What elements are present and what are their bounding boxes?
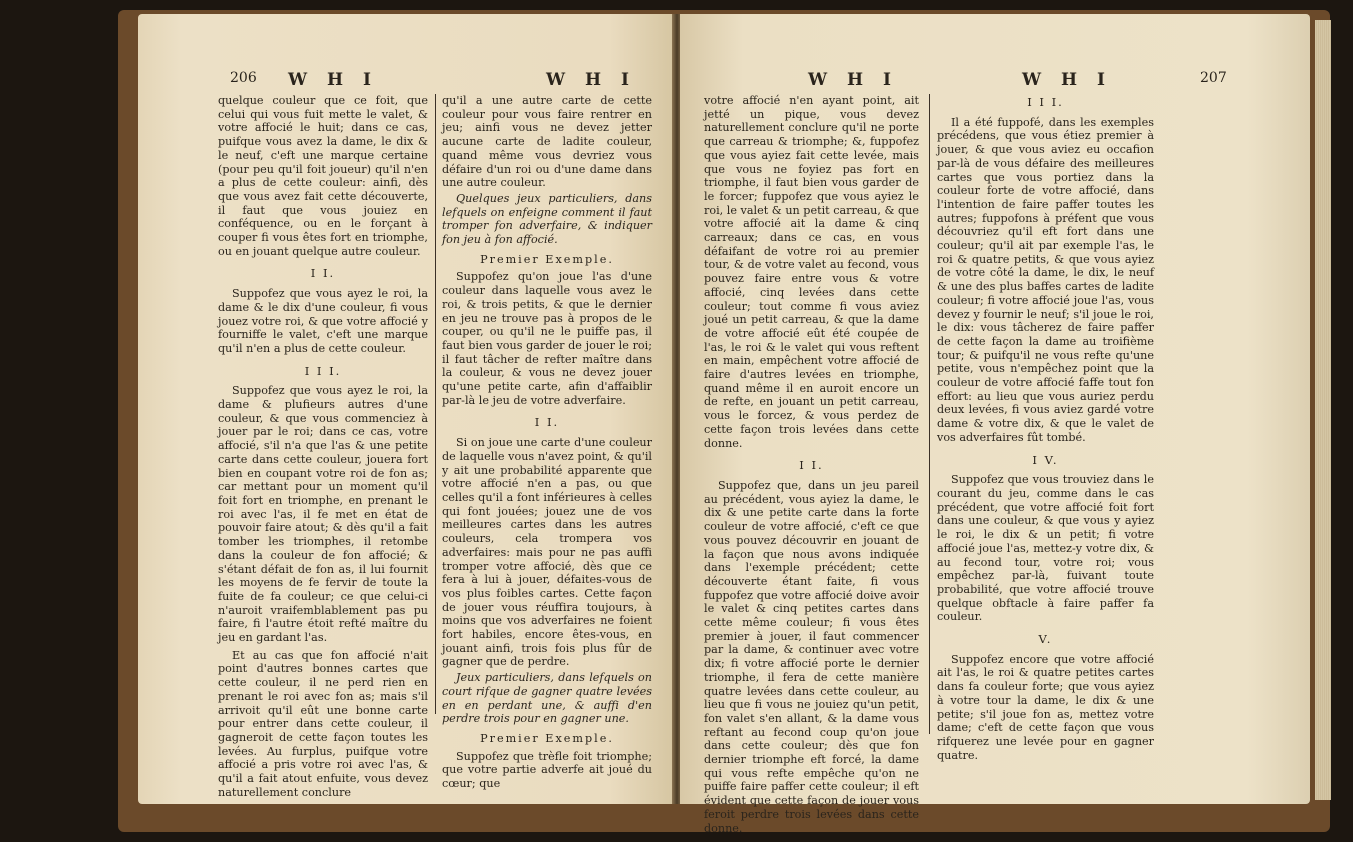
section-heading: I I. [310,266,336,281]
running-head-right-col2: W H I [1022,70,1112,90]
paragraph: Suppofez que vous ayez le roi, la dame & le dix d'une couleur, fi vous jouez votre roi, & que votre affocié y fourniffe le valet, c'eft une marque qu'il n'en a plus de cette couleur. [218,287,428,355]
column-rule [929,94,930,734]
section-heading: I I. [534,415,560,430]
italic-subheading: Jeux particuliers, dans lefquels on court rifque de gagner quatre levées en en perdant une, & auffi d'en perdre trois pour en gagner une. [442,671,652,726]
section-heading: I I I. [304,363,342,378]
paragraph: votre affocié n'en ayant point, ait jetté un pique, vous devez naturellement conclure qu'il ne porte que carreau & triomphe; &, fuppofez que vous ayiez fait cette levée, mais que vous ne foyiez pas fort en triomphe, il faut bien vous garder de le forcer; fuppofez que vous ayiez le roi, le valet & un petit carreau, & que votre affocié ait la dame & cinq carreaux; dans ce cas, en vous défaifant de votre roi au premier tour, & de votre valet au fecond, vous pouvez faire entre vous & votre affocié, cinq levées dans cette couleur; tout comme fi vous aviez joué un petit carreau, & que la dame de votre affocié eût été coupée de l'as, le roi & le valet qui vous reftent en main, empêchent votre affocié de faire d'autres levées en triomphe, quand même il en auroit encore un de refte, en jouant un petit carreau, vous le forcez, & vous perdez de cette façon trois levées dans cette donne. [704,94,919,450]
italic-subheading: Quelques jeux particuliers, dans lefquels on enfeigne comment il faut tromper fon adverfaire, & indiquer fon jeu à fon affocié. [442,191,652,247]
section-heading: I V. [1032,452,1059,467]
page-edges [1315,20,1331,800]
section-heading: I I. [799,458,824,473]
right-page [680,14,1310,835]
example-heading: Premier Exemple. [480,731,614,745]
paragraph: quelque couleur que ce foit, que celui qui vous fuit mette le valet, & votre affocié le huit; dans ce cas, puifque vous avez la dame, le dix & le neuf, c'eft une marque certaine (pour peu qu'il foit joueur) qu'il n'en a plus de cette couleur: ainfi, dès que vous avez fait cette découverte, il faut que vous jouiez en conféquence, ou en le forçant à couper fi vous êtes fort en triomphe, ou en jouant quelque autre couleur. [218,94,428,258]
running-head-left-col2: W H I [546,70,636,90]
section-heading: I I I. [1027,95,1064,109]
running-head-left-col1: W H I [288,70,378,90]
running-head-right-col1: W H I [808,70,898,90]
paragraph: Suppofez que vous trouviez dans le courant du jeu, comme dans le cas précédent, que votre affocié foit fort dans une couleur, & que vous y ayiez le roi, le dix & un petit; fi votre affocié joue l'as, mettez-y votre dix, & au fecond tour, votre roi; vous empêchez par-là, fuivant toute probabilité, que votre affocié trouve quelque obftacle à faire paffer fa couleur. [937,473,1154,624]
paragraph: Suppofez que trèfle foit triomphe; que votre partie adverfe ait joué du cœur; que [442,749,652,791]
paragraph: Suppofez que vous ayez le roi, la dame & plufieurs autres d'une couleur, & que vous commenciez à jouer par le roi; dans ce cas, votre affocié, s'il n'a que l'as & une petite carte dans cette couleur, jouera fort bien en coupant votre roi de fon as; car mettant pour un moment qu'il foit fort en triomphe, en prenant le roi avec l'as, il fe met en état de pouvoir faire atout; & dès qu'il a fait tomber les triomphes, il retombe dans la couleur de fon affocié; & s'étant défait de fon as, il lui fournit les moyens de fe fervir de toute la fuite de fa couleur; ce que celui-ci n'auroit vraifemblablement pas pu faire, fi l'autre étoit refté maître du jeu en gardant l'as. [218,384,428,645]
page-number-right: 207 [1200,70,1227,86]
left-column-1 [218,94,428,799]
page-number-left: 206 [230,70,257,86]
right-column-2 [937,94,1154,762]
paragraph: Suppofez encore que votre affocié ait l'as, le roi & quatre petites cartes dans fa couleur forte; que vous ayiez à votre tour la dame, le dix & une petite; s'il joue fon as, mettez votre dame; c'eft de cette façon que vous rifquerez une levée pour en gagner quatre. [937,652,1154,762]
paragraph: qu'il a une autre carte de cette couleur pour vous faire rentrer en jeu; ainfi vous ne devez jetter aucune carte de ladite couleur, quand même vous devriez vous défaire d'un roi ou d'une dame dans une autre couleur. [442,94,652,190]
paragraph: Suppofez que, dans un jeu pareil au précédent, vous ayiez la dame, le dix & une petite carte dans la forte couleur de votre affocié, c'eft ce que vous pouvez découvrir en jouant de la façon que nous avons indiquée dans l'exemple précédent; cette découverte étant faite, fi vous fuppofez que votre affocié doive avoir le valet & cinq petites cartes dans cette même couleur; fi vous êtes premier à jouer, il faut commencer par la dame, & continuer avec votre dix; fi votre affocié porte le dernier triomphe, il fera de cette manière quatre levées dans cette couleur, au lieu que fi vous ne jouiez qu'un petit, fon valet s'en allant, & la dame vous reftant au fecond coup qu'on joue dans cette couleur; dès que fon dernier triomphe eft forcé, la dame qui vous refte empêche qu'on ne puiffe faire paffer cette couleur; il eft évident que cette façon de jouer vous feroit perdre trois levées dans cette donne. [704,478,919,835]
left-column-2 [442,94,652,791]
example-heading: Premier Exemple. [480,252,614,266]
paragraph: Si on joue une carte d'une couleur de laquelle vous n'avez point, & qu'il y ait une probabilité apparente que votre affocié n'en a pas, ou que celles qu'il a font inférieures à celles qui font jouées; jouez une de vos meilleures cartes dans les autres couleurs, cela trompera vos adverfaires: mais pour ne pas auffi tromper votre affocié, dès que ce fera à lui à jouer, défaites-vous de vos plus foibles cartes. Cette façon de jouer vous réuffira toujours, à moins que vos adverfaires ne foient fort habiles, encore êtes-vous, en jouant ainfi, trois fois plus fûr de gagner que de perdre. [442,436,652,669]
paragraph: Et au cas que fon affocié n'ait point d'autres bonnes cartes que cette couleur, il ne perd rien en prenant le roi avec fon as; mais s'il arrivoit qu'il eût une bonne carte pour entrer dans cette couleur, il gagneroit de cette façon toutes les levées. Au furplus, puifque votre affocié a pris votre roi avec l'as, & qu'il a fait atout enfuite, vous devez naturellement conclure [218,648,428,799]
paragraph: Il a été fuppofé, dans les exemples précédens, que vous étiez premier à jouer, & que vous aviez eu occafion par-là de vous défaire des meilleures cartes que vous portiez dans la couleur forte de votre affocié, dans l'intention de faire paffer toutes les autres; fuppofons à préfent que vous découvriez qu'il eft fort dans une couleur; qu'il ait par exemple l'as, le roi & quatre petits, & que vous ayiez de votre côté la dame, le dix, le neuf & une des plus baffes cartes de ladite couleur; fi votre affocié joue l'as, vous devez y fournir le neuf; s'il joue le roi, le dix: vous tâcherez de faire paffer de cette façon la dame au troifième tour; & puifqu'il ne vous refte qu'une petite, vous n'empêchez point que la couleur de votre affocié faffe tout fon effort: au lieu que vous auriez perdu deux levées, fi vous aviez gardé votre dame & votre dix, & que le valet de vos adverfaires fût tombé. [937,115,1154,444]
left-page [138,14,673,804]
column-rule [435,94,436,714]
right-column-1 [704,94,919,835]
section-heading: V. [1038,632,1053,647]
paragraph: Suppofez qu'on joue l'as d'une couleur dans laquelle vous avez le roi, & trois petits, & que le dernier en jeu ne trouve pas à propos de le couper, ou qu'il ne le puiffe pas, il faut bien vous garder de jouer le roi; il faut tâcher de refter maître dans la couleur, & vous ne devez jouer qu'une petite carte, afin d'affaiblir par-là le jeu de votre adverfaire. [442,270,652,407]
